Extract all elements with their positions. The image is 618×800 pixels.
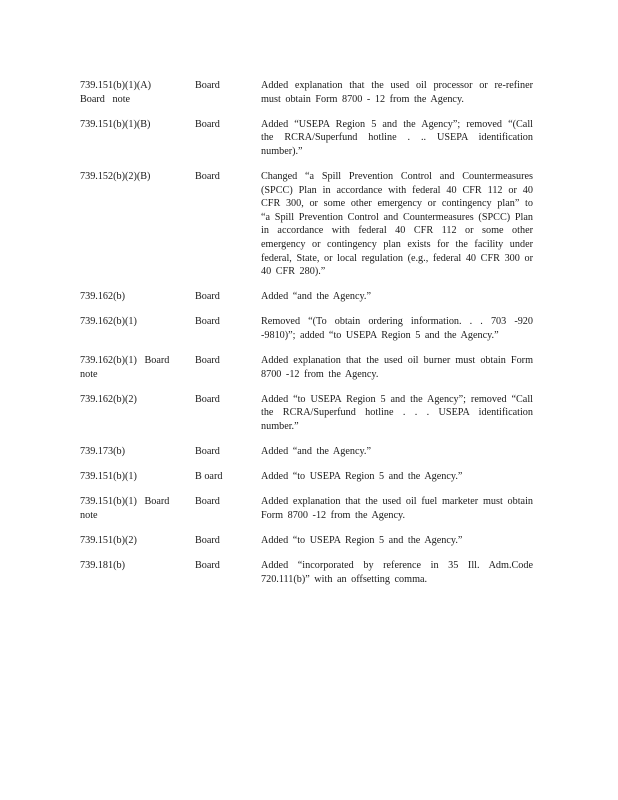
table-row bbox=[80, 393, 540, 434]
source-cell: Board bbox=[195, 355, 220, 366]
source-cell: Board bbox=[195, 534, 220, 546]
table-row bbox=[80, 559, 540, 586]
section-cell: 739.162(b)(2) bbox=[80, 393, 137, 405]
change-cell: Added “to USEPA Region 5 and the Agency.” bbox=[261, 534, 463, 546]
table-row bbox=[80, 534, 540, 548]
section-cell: 739.162(b) bbox=[80, 291, 125, 303]
change-cell: Added explanation that the used oil burner must obtain Form 8700 -12 from the Agency. bbox=[261, 355, 533, 380]
source-cell: Board bbox=[195, 445, 220, 457]
source-cell: Board bbox=[195, 496, 220, 508]
change-cell: Removed “(To obtain ordering information. . . 703 -920 -9810)”; added “to USEPA Region 5 and the Agency.” bbox=[261, 316, 533, 341]
change-cell: Added “and the Agency.” bbox=[261, 445, 372, 457]
section-cell: 739.152(b)(2)(B) bbox=[80, 170, 151, 182]
section-cell: 739.173(b) bbox=[80, 445, 125, 457]
table-row bbox=[80, 445, 540, 459]
section-cell: 739.162(b)(1) bbox=[80, 316, 137, 328]
source-cell: Board bbox=[195, 170, 220, 182]
section-cell: 739.151(b)(1) Board note bbox=[80, 496, 170, 521]
section-cell: 739.151(b)(1) bbox=[80, 471, 137, 483]
source-cell: B oard bbox=[195, 471, 223, 483]
source-cell: Board bbox=[195, 559, 220, 571]
source-cell: Board bbox=[195, 393, 220, 405]
table-row bbox=[80, 354, 540, 381]
change-cell: Added “to USEPA Region 5 and the Agency.” bbox=[261, 471, 463, 483]
section-cell: 739.151(b)(1)(B) bbox=[80, 118, 151, 130]
source-cell: Board bbox=[195, 118, 220, 130]
source-cell: Board bbox=[195, 80, 220, 91]
section-cell: 739.162(b)(1) Board note bbox=[80, 355, 170, 380]
source-cell: Board bbox=[195, 316, 220, 328]
change-cell: Added “and the Agency.” bbox=[261, 291, 372, 303]
table-row bbox=[80, 495, 540, 522]
table-row bbox=[80, 290, 540, 304]
section-cell: 739.181(b) bbox=[80, 559, 125, 571]
amendments-table bbox=[80, 79, 540, 598]
table-row bbox=[80, 118, 540, 159]
table-row bbox=[80, 79, 540, 106]
change-cell: Changed “a Spill Prevention Control and Countermeasures (SPCC) Plan in accordance with federal 40 CFR 112 or 40 CFR 300, or some other emergency or contingency plan” to “a Spill Prevention Control and Countermeasures (SPCC) Plan in accordance with federal 40 CFR 112 or some other emergency or contingency plan exists for the facility under federal, State, or local regulation (e.g., federal 40 CFR 300 or 40 CFR 280).” bbox=[261, 170, 533, 278]
change-cell: Added explanation that the used oil fuel marketer must obtain Form 8700 -12 from the Agency. bbox=[261, 496, 533, 521]
change-cell: Added “USEPA Region 5 and the Agency”; removed “(Call the RCRA/Superfund hotline . .. USEPA identification number).” bbox=[261, 118, 533, 157]
table-row bbox=[80, 470, 540, 484]
table-row bbox=[80, 170, 540, 279]
change-cell: Added explanation that the used oil processor or re-refiner must obtain Form 8700 - 12 from the Agency. bbox=[261, 80, 533, 105]
table-row bbox=[80, 315, 540, 342]
change-cell: Added “incorporated by reference in 35 Ill. Adm.Code 720.111(b)” with an offsetting comma. bbox=[261, 559, 533, 585]
change-cell: Added “to USEPA Region 5 and the Agency”; removed “Call the RCRA/Superfund hotline . . . USEPA identification number.” bbox=[261, 393, 533, 432]
section-cell: 739.151(b)(1)(A) Board note bbox=[80, 80, 152, 105]
section-cell: 739.151(b)(2) bbox=[80, 534, 137, 546]
source-cell: Board bbox=[195, 291, 220, 303]
